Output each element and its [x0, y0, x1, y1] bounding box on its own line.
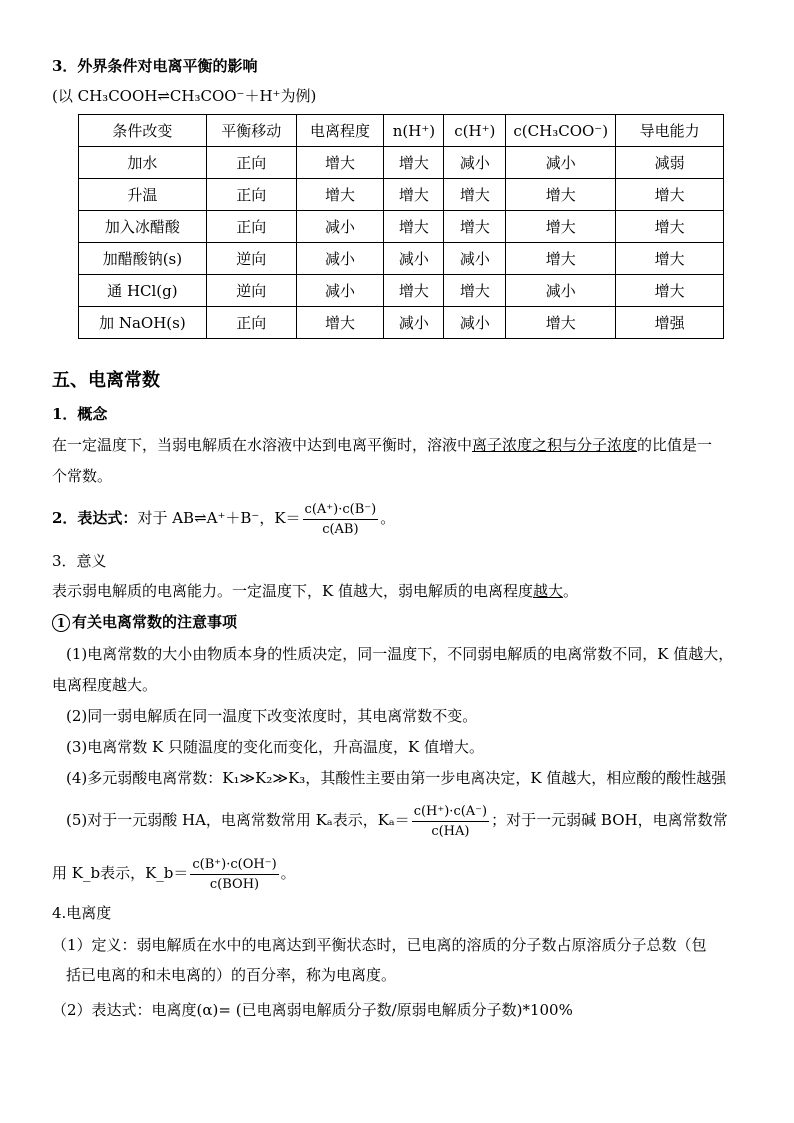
- concept-line-1: [52, 435, 712, 455]
- table-row: [79, 243, 724, 275]
- table-cell: 减小: [506, 147, 616, 179]
- note-5-line-1: [66, 800, 728, 840]
- table-cell: 增大: [296, 307, 384, 339]
- ka-numerator: c(H⁺)·c(A⁻): [412, 803, 489, 822]
- note-3: (3)电离常数 K 只随温度的变化而变化，升高温度，K 值增大。: [66, 738, 484, 756]
- table-row: [79, 179, 724, 211]
- table-cell: 增强: [616, 307, 724, 339]
- table-header-cell: c(CH₃COO⁻): [506, 115, 616, 147]
- section-3-subtitle: (以 CH₃COOH⇌CH₃COO⁻＋H⁺为例): [52, 87, 317, 105]
- expression-end: 。: [380, 509, 396, 527]
- expression-line: [52, 500, 395, 538]
- table-header-cell: n(H⁺): [384, 115, 444, 147]
- meaning-title: 3．意义: [52, 552, 107, 570]
- concept-underline: 离子浓度之积与分子浓度: [472, 436, 638, 454]
- table-cell: 增大: [444, 179, 506, 211]
- note-5-end: 。: [280, 864, 296, 882]
- table-cell: 减小: [296, 211, 384, 243]
- note-1-line-2: 电离程度越大。: [52, 676, 158, 694]
- ka-denominator: c(HA): [431, 823, 470, 839]
- table-cell: 升温: [79, 179, 207, 211]
- kb-numerator: c(B⁺)·c(OH⁻): [190, 856, 278, 875]
- concept-text-a: 在一定温度下，当弱电解质在水溶液中达到电离平衡时，溶液中: [52, 436, 473, 454]
- expression-text: 对于 AB⇌A⁺＋B⁻，K＝: [137, 509, 301, 527]
- meaning-underline: 越大: [532, 582, 563, 600]
- table-header-cell: 导电能力: [616, 115, 724, 147]
- ionization-equilibrium-table: [78, 114, 724, 339]
- meaning-text-b: 。: [563, 582, 579, 600]
- table-cell: 正向: [206, 307, 296, 339]
- kb-denominator: c(BOH): [209, 876, 260, 892]
- table-cell: 增大: [444, 275, 506, 307]
- table-cell: 减小: [384, 243, 444, 275]
- meaning-line: [52, 581, 578, 601]
- note-2: (2)同一弱电解质在同一温度下改变浓度时，其电离常数不变。: [66, 707, 478, 725]
- table-cell: 增大: [506, 243, 616, 275]
- table-cell: 增大: [384, 147, 444, 179]
- table-cell: 增大: [616, 179, 724, 211]
- table-cell: 正向: [206, 179, 296, 211]
- table-cell: 增大: [384, 275, 444, 307]
- table-cell: 加水: [79, 147, 207, 179]
- table-row: [79, 307, 724, 339]
- expression-numerator: c(A⁺)·c(B⁻): [303, 501, 379, 520]
- note-4: (4)多元弱酸电离常数：K₁≫K₂≫K₃，其酸性主要由第一步电离决定，K 值越大，相应酸的酸性越强: [66, 769, 727, 787]
- table-row: [79, 275, 724, 307]
- table-cell: 增大: [384, 211, 444, 243]
- expression-title: 2．表达式：: [52, 509, 138, 527]
- concept-title: 1．概念: [52, 405, 108, 423]
- table-header-cell: 电离程度: [296, 115, 384, 147]
- table-cell: 减小: [296, 243, 384, 275]
- table-header-row: [79, 115, 724, 147]
- table-cell: 加入冰醋酸: [79, 211, 207, 243]
- table-cell: 减小: [384, 307, 444, 339]
- table-cell: 增大: [384, 179, 444, 211]
- ka-fraction: [412, 803, 489, 840]
- section-3-title: 3．外界条件对电离平衡的影响: [52, 57, 258, 75]
- table-cell: 增大: [616, 275, 724, 307]
- table-cell: 加 NaOH(s): [79, 307, 207, 339]
- note-1-line-1: (1)电离常数的大小由物质本身的性质决定，同一温度下，不同弱电解质的电离常数不同，K 值越大，: [66, 645, 734, 663]
- table-cell: 逆向: [206, 243, 296, 275]
- circled-number: 1: [52, 614, 70, 632]
- degree-definition-line-2: 括已电离的和未电离的）的百分率，称为电离度。: [66, 966, 397, 984]
- notes-title-line: [52, 612, 237, 632]
- section-5-title: 五、电离常数: [52, 370, 160, 391]
- table-cell: 增大: [296, 147, 384, 179]
- table-cell: 增大: [616, 243, 724, 275]
- table-cell: 增大: [506, 179, 616, 211]
- note-5-text-b: ；对于一元弱碱 BOH，电离常数常: [491, 811, 728, 829]
- table-row: [79, 211, 724, 243]
- table-cell: 增大: [506, 211, 616, 243]
- notes-title: 有关电离常数的注意事项: [72, 613, 238, 631]
- meaning-text-a: 表示弱电解质的电离能力。一定温度下，K 值越大，弱电解质的电离程度: [52, 582, 533, 600]
- expression-denominator: c(AB): [322, 521, 359, 537]
- degree-title: 4.电离度: [52, 904, 112, 922]
- degree-expression: （2）表达式：电离度(α)= (已电离弱电解质分子数/原弱电解质分子数)*100%: [52, 1001, 573, 1019]
- expression-fraction: [303, 501, 379, 538]
- table-header-cell: 条件改变: [79, 115, 207, 147]
- table-cell: 增大: [616, 211, 724, 243]
- table-cell: 减小: [296, 275, 384, 307]
- table-cell: 加醋酸钠(s): [79, 243, 207, 275]
- table-cell: 减小: [444, 147, 506, 179]
- kb-fraction: [190, 856, 278, 893]
- table-cell: 增大: [444, 211, 506, 243]
- table-cell: 增大: [506, 307, 616, 339]
- table-cell: 逆向: [206, 275, 296, 307]
- table-cell: 通 HCl(g): [79, 275, 207, 307]
- concept-line-2: 个常数。: [52, 467, 113, 485]
- note-5-text-a: (5)对于一元弱酸 HA，电离常数常用 Kₐ表示，Kₐ＝: [66, 811, 410, 829]
- table-cell: 正向: [206, 147, 296, 179]
- note-5-text-c: 用 K_b表示，K_b＝: [52, 864, 189, 882]
- table-cell: 减小: [444, 243, 506, 275]
- table-cell: 正向: [206, 211, 296, 243]
- table-header-cell: c(H⁺): [444, 115, 506, 147]
- table-cell: 增大: [296, 179, 384, 211]
- degree-definition-line-1: （1）定义：弱电解质在水中的电离达到平衡状态时，已电离的溶质的分子数占原溶质分子总数（包: [52, 936, 707, 954]
- table-row: [79, 147, 724, 179]
- table-cell: 减小: [506, 275, 616, 307]
- table-cell: 减弱: [616, 147, 724, 179]
- note-5-line-2: [52, 853, 296, 893]
- table-header-cell: 平衡移动: [206, 115, 296, 147]
- table-cell: 减小: [444, 307, 506, 339]
- concept-text-b: 的比值是一: [637, 436, 713, 454]
